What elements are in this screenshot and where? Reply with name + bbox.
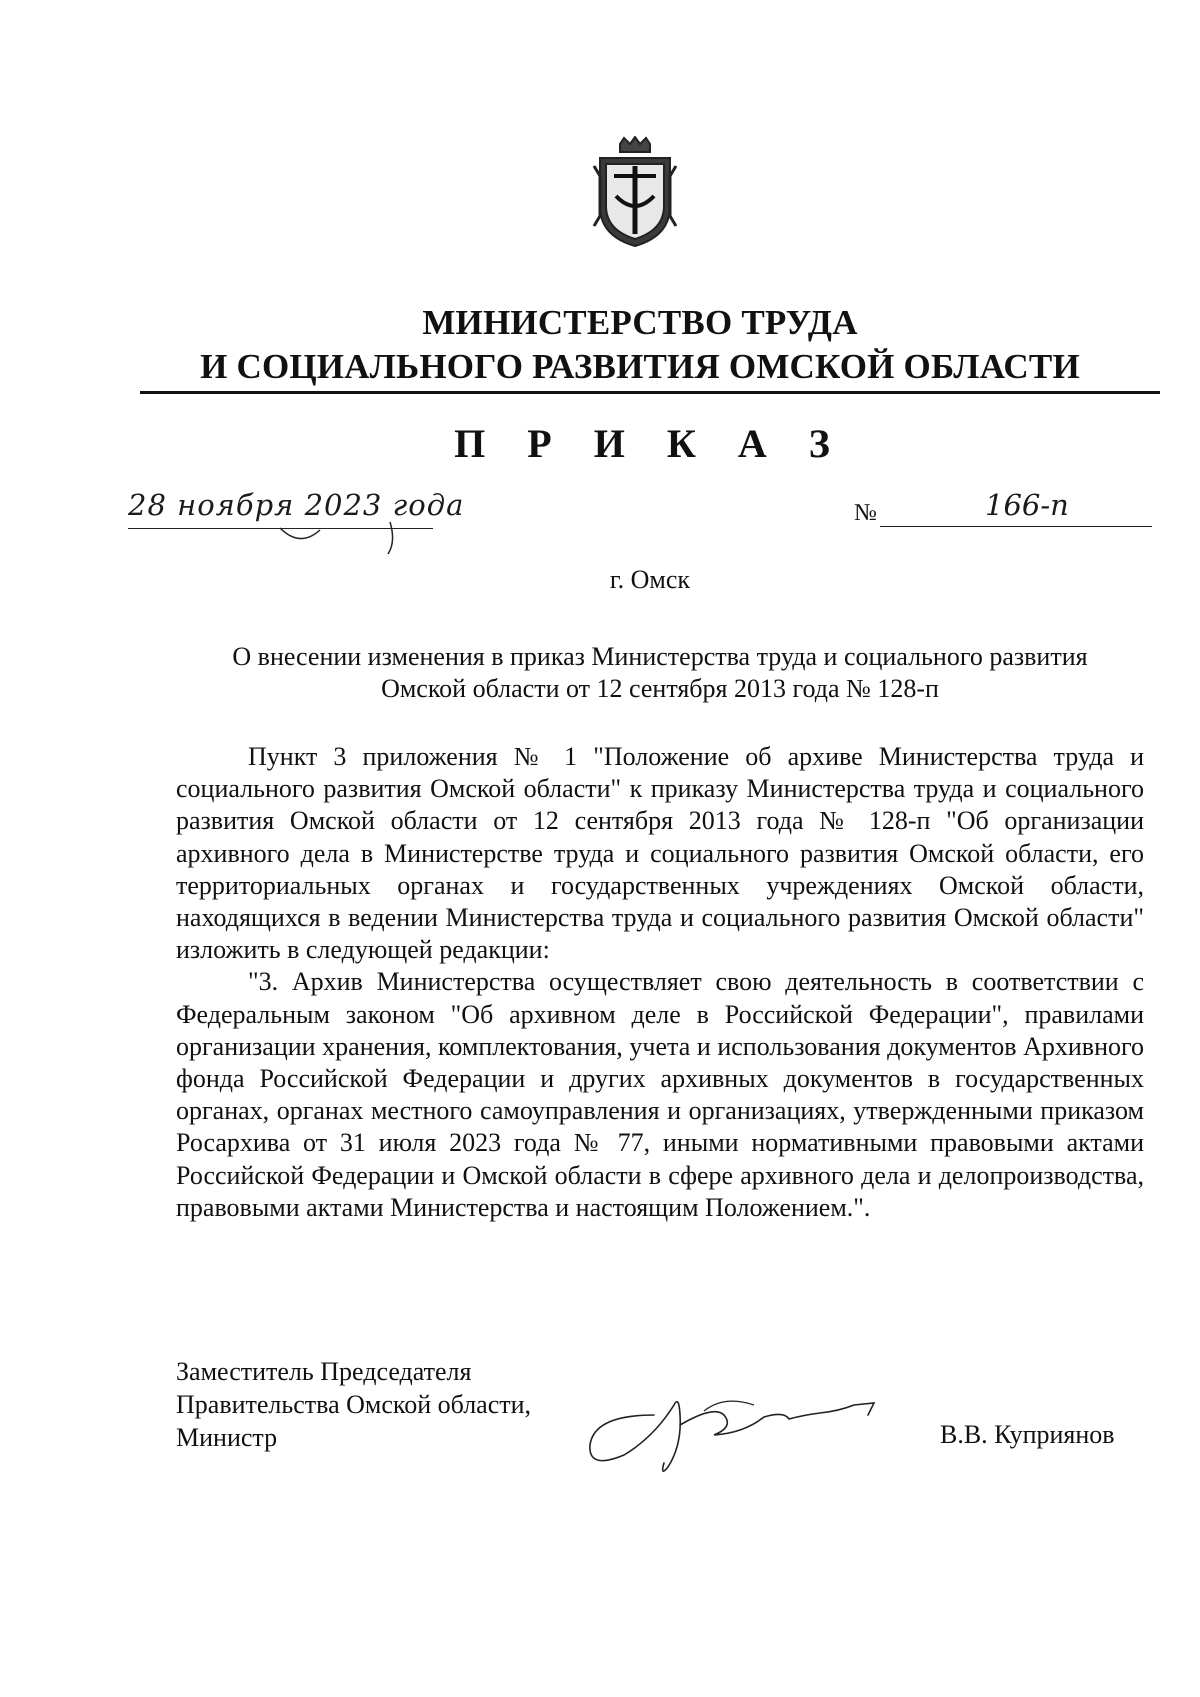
date-flourish	[270, 518, 430, 558]
handwritten-number: 166-п	[985, 488, 1069, 522]
signer-name: В.В. Куприянов	[940, 1420, 1115, 1449]
body-paragraph-1: Пункт 3 приложения № 1 "Положение об архиве Министерства труда и социального развития Омской области" к приказу Министерства труда и социального развития Омской области от 12 сентября 2013 года № 128-п "Об организации архивного дела в Министерстве труда и социального развития Омской области, его территориальных органах и государственных учреждениях Омской области, находящихся в ведении Министерства труда и социального развития Омской области" изложить в следующей редакции:	[176, 742, 1144, 965]
number-label: №	[854, 500, 877, 526]
ministry-name-line2: И СОЦИАЛЬНОГО РАЗВИТИЯ ОМСКОЙ ОБЛАСТИ	[200, 347, 1080, 386]
body-paragraph-2: "3. Архив Министерства осуществляет свою деятельность в соответствии с Федеральным законом "Об архивном деле в Российской Федерации", правилами организации хранения, комплектования, учета и использования документов Архивного фонда Российской Федерации и других архивных документов в государственных органах, органах местного самоуправления и организациях, утвержденными приказом Росархива от 31 июля 2023 года № 77, иными нормативными правовыми актами Российской Федерации и Омской области в сфере архивного дела и делопроизводства, правовыми актами Министерства и настоящим Положением.".	[176, 967, 1144, 1222]
handwritten-signature	[584, 1375, 914, 1490]
subject-line1: О внесении изменения в приказ Министерства труда и социального развития	[232, 642, 1088, 671]
coat-of-arms-icon	[592, 136, 678, 248]
city: г. Омск	[609, 565, 691, 594]
signer-position-line3: Министр	[176, 1423, 278, 1452]
signer-position-line2: Правительства Омской области,	[176, 1390, 532, 1419]
ministry-name-line1: МИНИСТЕРСТВО ТРУДА	[422, 303, 858, 342]
header-divider	[140, 391, 1160, 394]
signer-position-line1: Заместитель Председателя	[176, 1357, 472, 1386]
order-body	[176, 741, 1144, 1224]
handwritten-date: 28 ноября 2023 года	[128, 488, 465, 522]
document-type-title: П Р И К А З	[454, 421, 846, 466]
order-subject	[180, 641, 1140, 705]
signer-position	[176, 1355, 531, 1454]
number-underline	[880, 526, 1152, 527]
subject-line2: Омской области от 12 сентября 2013 года № 128-п	[381, 674, 939, 703]
